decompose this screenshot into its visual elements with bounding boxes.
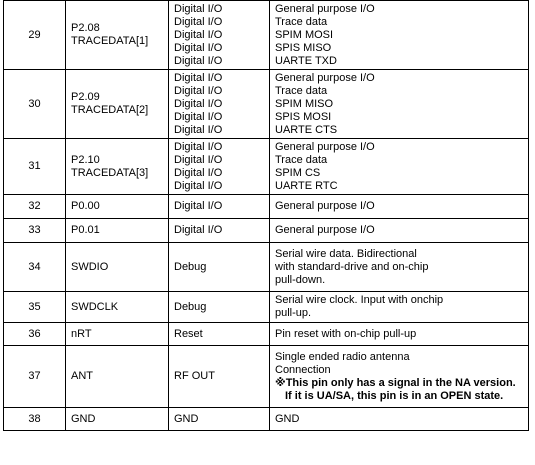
pin-name-line: P2.10	[71, 153, 100, 166]
pin-type-cell	[169, 292, 270, 323]
pin-name-cell	[66, 323, 169, 346]
pin-description-line: UARTE TXD	[275, 54, 337, 67]
pin-description-line: GND	[275, 412, 300, 425]
table-row	[4, 219, 529, 243]
pin-type-line: Digital I/O	[174, 110, 223, 123]
pin-name-line: P0.00	[71, 200, 100, 212]
pin-description-line: pull-up.	[275, 307, 312, 319]
pin-name-cell	[66, 1, 169, 70]
table-row	[4, 195, 529, 219]
pin-type-line: Digital I/O	[174, 97, 223, 110]
pin-name-line: TRACEDATA[3]	[71, 166, 149, 179]
pin-type-line: Reset	[174, 327, 203, 340]
pin-description-cell	[270, 323, 529, 346]
pin-description-line: General purpose I/O	[275, 200, 375, 212]
pin-type-line: Debug	[174, 300, 207, 313]
pin-name-cell	[66, 139, 169, 195]
pin-description-line: Connection	[275, 363, 331, 376]
pin-description-cell	[270, 139, 529, 195]
pin-description-line: SPIS MISO	[275, 41, 332, 54]
pin-description-cell	[270, 70, 529, 139]
pin-description-cell	[270, 292, 529, 323]
pin-type-cell	[169, 139, 270, 195]
pin-name-line: nRT	[71, 327, 92, 340]
pin-number-cell: 35	[4, 292, 66, 323]
pin-name-line: SWDCLK	[71, 300, 119, 313]
table-row	[4, 292, 529, 323]
pin-type-line: Digital I/O	[174, 84, 223, 97]
pin-name-cell	[66, 195, 169, 219]
pin-number-cell: 34	[4, 243, 66, 292]
pin-description-line: SPIS MOSI	[275, 110, 332, 123]
pin-name-cell	[66, 292, 169, 323]
pin-name-cell	[66, 243, 169, 292]
pin-description-line: Serial wire data. Bidirectional	[275, 247, 417, 260]
pin-type-line: Digital I/O	[174, 71, 223, 84]
pin-description-line: Trace data	[275, 84, 328, 97]
table-row	[4, 1, 529, 70]
pin-description-line: UARTE CTS	[275, 123, 338, 136]
pin-description-table	[3, 0, 529, 431]
pin-type-line: Digital I/O	[174, 15, 223, 28]
pin-description-line: Trace data	[275, 15, 328, 28]
pin-type-line: Digital I/O	[174, 28, 223, 41]
pin-description-line: SPIM CS	[275, 166, 321, 179]
pin-name-line: P0.01	[71, 224, 100, 236]
pin-type-line: Digital I/O	[174, 2, 223, 15]
pin-type-cell	[169, 70, 270, 139]
pin-name-line: TRACEDATA[1]	[71, 35, 149, 47]
pin-description-line: Single ended radio antenna	[275, 350, 410, 363]
pin-type-line: Digital I/O	[174, 54, 223, 67]
pin-note-line: ※This pin only has a signal in the NA version.	[275, 376, 516, 389]
pin-name-line: TRACEDATA[2]	[71, 104, 149, 116]
pin-type-line: Debug	[174, 260, 207, 273]
pin-type-cell	[169, 1, 270, 70]
pin-number-cell: 33	[4, 219, 66, 243]
pin-number-cell: 31	[4, 139, 66, 195]
pin-type-line: Digital I/O	[174, 153, 223, 166]
pin-number-cell: 29	[4, 1, 66, 70]
pin-description-line: General purpose I/O	[275, 224, 375, 236]
pin-description-line: SPIM MISO	[275, 97, 334, 110]
pin-description-line: SPIM MOSI	[275, 28, 334, 41]
pin-description-cell	[270, 408, 529, 431]
pin-number-cell: 32	[4, 195, 66, 219]
pin-description-line: General purpose I/O	[275, 140, 375, 153]
table-row	[4, 70, 529, 139]
pin-type-line: Digital I/O	[174, 140, 223, 153]
pin-name-line: GND	[71, 412, 96, 425]
pin-description-line: Trace data	[275, 153, 328, 166]
pin-name-cell	[66, 219, 169, 243]
pin-name-line: P2.08	[71, 22, 100, 34]
pin-type-line: Digital I/O	[174, 123, 223, 136]
table-row	[4, 139, 529, 195]
pin-type-line: Digital I/O	[174, 166, 223, 179]
pin-description-cell	[270, 1, 529, 70]
pin-type-line: Digital I/O	[174, 179, 223, 192]
pin-description-cell	[270, 346, 529, 408]
pin-type-cell	[169, 195, 270, 219]
pin-description-line: with standard-drive and on-chip	[275, 260, 429, 273]
pin-description-line: Pin reset with on-chip pull-up	[275, 327, 417, 340]
pin-name-line: ANT	[71, 370, 93, 382]
pin-type-line: RF OUT	[174, 370, 215, 382]
pin-description-line: UARTE RTC	[275, 179, 338, 192]
pin-description-cell	[270, 195, 529, 219]
pin-name-cell	[66, 346, 169, 408]
table-row	[4, 408, 529, 431]
pin-type-line: Digital I/O	[174, 200, 223, 212]
pin-table-body	[4, 1, 529, 431]
pin-type-cell	[169, 408, 270, 431]
pin-number-cell: 36	[4, 323, 66, 346]
pin-type-cell	[169, 346, 270, 408]
pin-name-cell	[66, 408, 169, 431]
table-row	[4, 243, 529, 292]
pin-name-line: P2.09	[71, 91, 100, 103]
pin-description-line: Serial wire clock. Input with onchip	[275, 294, 444, 306]
pin-description-line: General purpose I/O	[275, 2, 375, 15]
pin-note-line: If it is UA/SA, this pin is in an OPEN state.	[285, 389, 504, 402]
pin-type-cell	[169, 323, 270, 346]
pin-type-cell	[169, 243, 270, 292]
pin-description-line: pull-down.	[275, 273, 326, 286]
pin-number-cell: 37	[4, 346, 66, 408]
pin-name-line: SWDIO	[71, 260, 109, 273]
pin-number-cell: 38	[4, 408, 66, 431]
pin-type-line: GND	[174, 412, 199, 425]
pin-type-line: Digital I/O	[174, 224, 223, 236]
pin-description-cell	[270, 219, 529, 243]
table-row	[4, 323, 529, 346]
pin-type-cell	[169, 219, 270, 243]
pin-name-cell	[66, 70, 169, 139]
pin-description-cell	[270, 243, 529, 292]
pin-type-line: Digital I/O	[174, 41, 223, 54]
table-row	[4, 346, 529, 408]
pin-number-cell: 30	[4, 70, 66, 139]
pin-description-line: General purpose I/O	[275, 71, 375, 84]
